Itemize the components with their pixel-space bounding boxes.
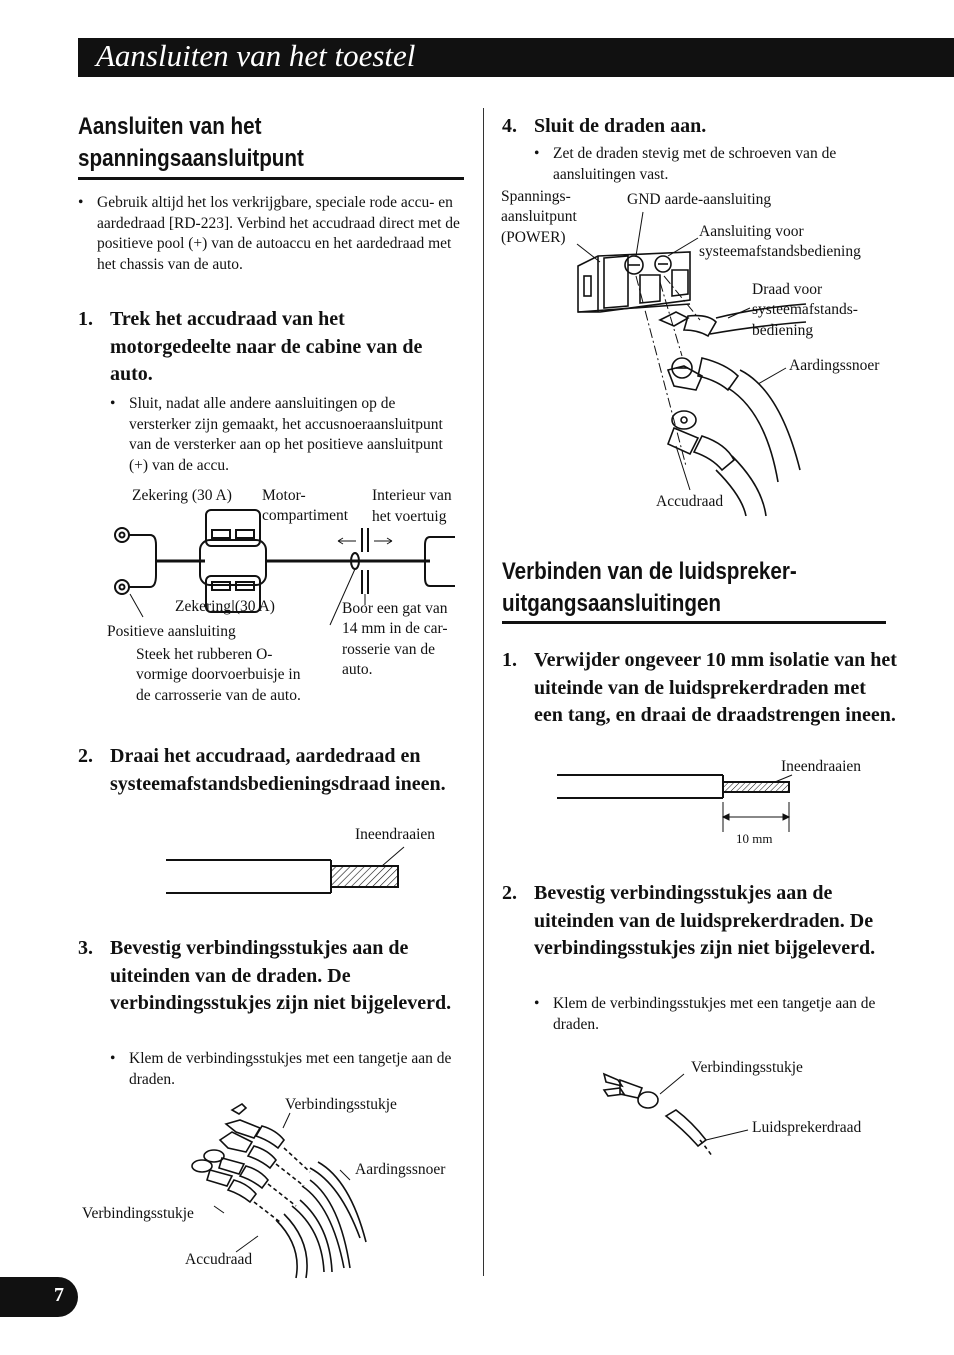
fig2-twist-label: Ineendraaien	[355, 826, 436, 843]
fig1-drill-label-2: 14 mm in de car-	[342, 620, 448, 637]
fig1-drill-label-4: auto.	[342, 661, 373, 678]
fig4-gnd-label: GND aarde-aansluiting	[627, 191, 772, 208]
step-text: Verwijder ongeveer 10 mm isolatie van het uiteinde van de luidsprekerdraden met een tang, en draai de draadstrengen ineen.	[534, 649, 897, 726]
section-title-power-line2: spanningsaansluitpunt	[78, 145, 304, 172]
intro-bullet-text: Gebruik altijd het los verkrijgbare, speciale rode accu- en aardedraad [RD-223]. Verbind het accudraad direct met de positieve pool (+) van de autoaccu en het aardedraad met het chassis van de auto.	[97, 194, 460, 273]
step-number: 2.	[78, 745, 93, 767]
step-number: 1.	[502, 649, 517, 671]
fig1-interior-label-2: het voertuig	[372, 508, 447, 525]
step-number: 1.	[78, 308, 93, 330]
fig4-power-label-2: aansluitpunt	[501, 208, 577, 225]
fig3-connector-left-label: Verbindingsstukje	[82, 1205, 194, 1222]
fig4-ground-label: Aardingssnoer	[789, 357, 880, 374]
fig3-battery-label: Accudraad	[185, 1251, 253, 1268]
fig3-ground-label: Aardingssnoer	[355, 1161, 446, 1178]
fig1-fuse-top-label: Zekering (30 A)	[132, 487, 232, 504]
fig4-remote-label-1: Aansluiting voor	[699, 223, 804, 240]
fig1-drill-label-3: rosserie van de	[342, 641, 435, 658]
section-title-power-line1: Aansluiten van het	[78, 113, 262, 140]
bullet-dot: •	[110, 395, 116, 412]
fig6-connector-label: Verbindingsstukje	[691, 1059, 803, 1076]
step1-bullet-text: Sluit, nadat alle andere aansluitingen op de versterker zijn gemaakt, het accusnoeraansluitpunt van de versterker aan op het positieve aansluitpunt (+) van de accu.	[129, 395, 443, 474]
fig4-wire-label-3: bediening	[752, 322, 814, 339]
step-text: Sluit de draden aan.	[534, 115, 707, 137]
fig5-twist-label: Ineendraaien	[781, 758, 862, 775]
fig1-drill-label-1: Boor een gat van	[342, 600, 448, 617]
fig1-fuse-bottom-label: Zekering (30 A)	[175, 598, 275, 615]
fig1-grommet-label-3: de carrosserie van de auto.	[136, 687, 301, 704]
step4-bullet-text: Zet de draden stevig met de schroeven van de aansluitingen vast.	[553, 145, 837, 183]
step-text: Bevestig verbindingsstukjes aan de uiteinden van de luidsprekerdraden. De verbindingsstukjes zijn niet bijgeleverd.	[534, 882, 876, 959]
bullet-dot: •	[534, 995, 540, 1012]
step-number: 2.	[502, 882, 517, 904]
fig3-connector-top-label: Verbindingsstukje	[285, 1096, 397, 1113]
page-number-badge	[0, 1277, 78, 1317]
page-header-title: Aansluiten van het toestel	[96, 38, 416, 73]
section-title-speaker-line2: uitgangsaansluitingen	[502, 590, 722, 617]
fig4-battery-label: Accudraad	[656, 493, 724, 510]
step-text: Trek het accudraad van het motorgedeelte naar de cabine van de auto.	[110, 308, 423, 385]
fig1-motor-label-1: Motor-	[262, 487, 306, 504]
bullet-dot: •	[78, 194, 84, 211]
step-text: Bevestig verbindingsstukjes aan de uiteinden van de draden. De verbindingsstukjes zijn niet bijgeleverd.	[110, 937, 452, 1014]
fig4-wire-label-1: Draad voor	[752, 281, 823, 298]
page-number: 7	[54, 1284, 64, 1306]
step-text: Draai het accudraad, aardedraad en systeemafstandsbedieningsdraad ineen.	[110, 745, 446, 795]
step3-bullet-text: Klem de verbindingsstukjes met een tangetje aan de draden.	[129, 1050, 452, 1088]
fig1-interior-label-1: Interieur van	[372, 487, 452, 504]
fig6-speaker-label: Luidsprekerdraad	[752, 1119, 862, 1136]
fig1-grommet-label-1: Steek het rubberen O-	[136, 646, 273, 663]
bullet-dot: •	[110, 1050, 116, 1067]
fig1-positive-label: Positieve aansluiting	[107, 623, 236, 640]
section-title-speaker-line1: Verbinden van de luidspreker-	[502, 558, 797, 585]
fig1-motor-label-2: compartiment	[262, 507, 349, 524]
bullet-dot: •	[534, 145, 540, 162]
fig1-grommet-label-2: vormige doorvoerbuisje in	[136, 666, 301, 683]
step-number: 3.	[78, 937, 93, 959]
fig4-power-label-3: (POWER)	[501, 229, 566, 246]
fig5-length-label: 10 mm	[736, 831, 773, 846]
fig4-wire-label-2: systeemafstands-	[752, 301, 858, 318]
speaker-step2-bullet-text: Klem de verbindingsstukjes met een tangetje aan de draden.	[553, 995, 876, 1033]
fig4-power-label-1: Spannings-	[501, 188, 571, 205]
step-number: 4.	[502, 115, 517, 137]
fig4-remote-label-2: systeemafstandsbediening	[699, 243, 861, 260]
